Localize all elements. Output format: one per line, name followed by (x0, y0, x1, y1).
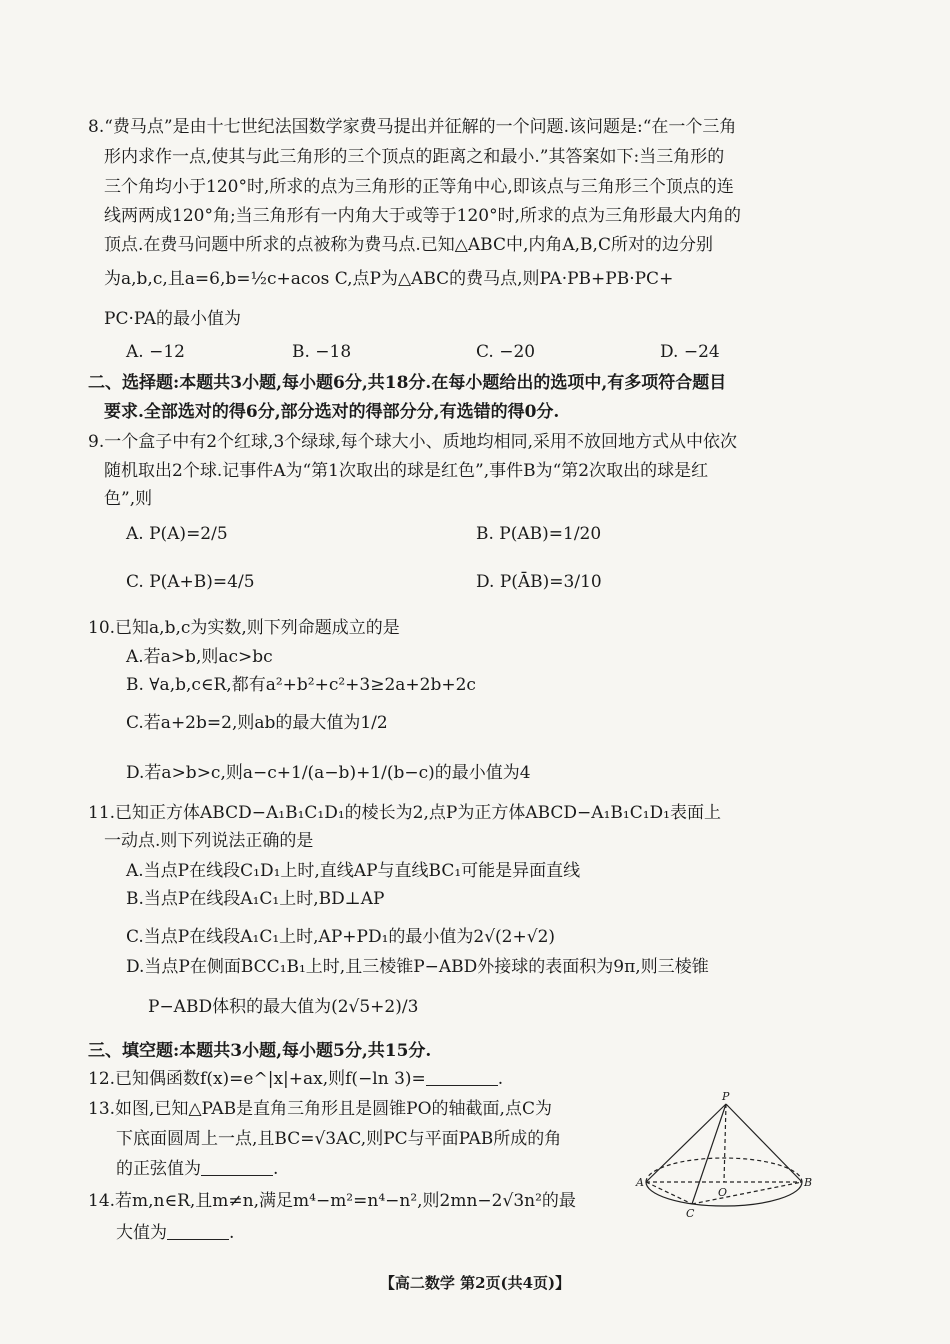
q12-text: 12.已知偶函数f(x)=e^|x|+ax,则f(−ln 3)= (88, 1069, 426, 1089)
section-2-heading-cont: 要求.全部选对的得6分,部分选对的得部分分,有选错的得0分. (104, 402, 560, 422)
cone-figure (634, 1090, 814, 1220)
q14-line-2 (116, 1222, 234, 1244)
q9-line-1: 9.一个盒子中有2个红球,3个绿球,每个球大小、质地均相同,采用不放回地方式从中依次 (88, 432, 738, 452)
q10-option-b: B. ∀a,b,c∈R,都有a²+b²+c²+3≥2a+2b+2c (126, 675, 476, 695)
q13-answer-blank[interactable] (201, 1159, 273, 1176)
q8-option-b: B. −18 (292, 342, 352, 362)
q13-line-1: 13.如图,已知△PAB是直角三角形且是圆锥PO的轴截面,点C为 (88, 1099, 552, 1119)
q11-line-1: 11.已知正方体ABCD−A₁B₁C₁D₁的棱长为2,点P为正方体ABCD−A₁B₁C₁D₁表面上 (88, 803, 721, 823)
q8-line-3: 三个角均小于120°时,所求的点为三角形的正等角中心,即该点与三角形三个顶点的连 (104, 177, 734, 197)
q11-option-b: B.当点P在线段A₁C₁上时,BD⊥AP (126, 889, 385, 909)
cone-chord-bc (692, 1182, 802, 1204)
q11-option-a: A.当点P在线段C₁D₁上时,直线AP与直线BC₁可能是异面直线 (126, 861, 581, 881)
q10-option-d: D.若a>b>c,则a−c+1/(a−b)+1/(b−c)的最小值为4 (126, 763, 531, 783)
q13-end: . (273, 1159, 279, 1179)
q12-line (88, 1068, 503, 1090)
q8-line-6: 为a,b,c,且a=6,b=½c+acos C,点P为△ABC的费马点,则PA·PB+PB·PC+ (104, 269, 674, 289)
q10-stem: 10.已知a,b,c为实数,则下列命题成立的是 (88, 618, 400, 638)
q8-line-4: 线两两成120°角;当三角形有一内角大于或等于120°时,所求的点为三角形最大内角的 (104, 206, 742, 226)
q9-option-b: B. P(AB)=1/20 (476, 524, 602, 544)
q8-line-1: 8.“费马点”是由十七世纪法国数学家费马提出并征解的一个问题.该问题是:“在一个三角 (88, 117, 737, 137)
q9-option-c: C. P(A+B)=4/5 (126, 572, 255, 592)
page-footer: 【高二数学 第2页(共4页)】 (379, 1274, 571, 1292)
section-2-heading: 二、选择题:本题共3小题,每小题6分,共18分.在每小题给出的选项中,有多项符合题目 (88, 373, 727, 393)
q8-option-d: D. −24 (660, 342, 720, 362)
q14-answer-blank[interactable] (167, 1223, 229, 1240)
q9-option-a: A. P(A)=2/5 (126, 524, 228, 544)
cone-chord-ac (646, 1182, 692, 1204)
label-c: C (686, 1207, 695, 1220)
q12-end: . (497, 1069, 504, 1089)
q13-line-2: 下底面圆周上一点,且BC=√3AC,则PC与平面PAB所成的角 (116, 1129, 562, 1149)
q10-option-a: A.若a>b,则ac>bc (126, 647, 273, 667)
q9-option-d: D. P(ĀB)=3/10 (476, 572, 602, 592)
label-a: A (636, 1176, 644, 1189)
q9-line-2: 随机取出2个球.记事件A为“第1次取出的球是红色”,事件B为“第2次取出的球是红 (104, 461, 709, 481)
q9-line-3: 色”,则 (104, 489, 153, 509)
q14-text: 大值为 (116, 1223, 167, 1243)
q10-option-c: C.若a+2b=2,则ab的最大值为1/2 (126, 713, 388, 733)
q14-line-1: 14.若m,n∈R,且m≠n,满足m⁴−m²=n⁴−n²,则2mn−2√3n²的最 (88, 1191, 576, 1211)
label-o: O (718, 1186, 728, 1199)
q13-line-3 (116, 1158, 278, 1180)
label-p: P (722, 1090, 730, 1103)
q8-option-a: A. −12 (126, 342, 185, 362)
label-b: B (804, 1176, 813, 1189)
q11-option-d-line-2: P−ABD体积的最大值为(2√5+2)/3 (148, 997, 419, 1017)
q12-answer-blank[interactable] (426, 1069, 498, 1086)
q11-option-d-line-1: D.当点P在侧面BCC₁B₁上时,且三棱锥P−ABD外接球的表面积为9π,则三棱锥 (126, 957, 709, 977)
q13-text: 的正弦值为 (116, 1159, 201, 1179)
q8-option-c: C. −20 (476, 342, 536, 362)
q8-line-7: PC·PA的最小值为 (104, 309, 242, 329)
q8-line-2: 形内求作一点,使其与此三角形的三个顶点的距离之和最小.”其答案如下:当三角形的 (104, 147, 725, 167)
cone-edge-pa (646, 1104, 726, 1182)
q11-option-c: C.当点P在线段A₁C₁上时,AP+PD₁的最小值为2√(2+√2) (126, 927, 556, 947)
q8-line-5: 顶点.在费马问题中所求的点被称为费马点.已知△ABC中,内角A,B,C所对的边分别 (104, 235, 713, 255)
q11-line-2: 一动点.则下列说法正确的是 (104, 831, 314, 851)
section-3-heading: 三、填空题:本题共3小题,每小题5分,共15分. (88, 1041, 432, 1061)
cone-axis-po (724, 1104, 726, 1182)
cone-edge-pb (726, 1104, 802, 1182)
q14-end: . (229, 1223, 235, 1243)
